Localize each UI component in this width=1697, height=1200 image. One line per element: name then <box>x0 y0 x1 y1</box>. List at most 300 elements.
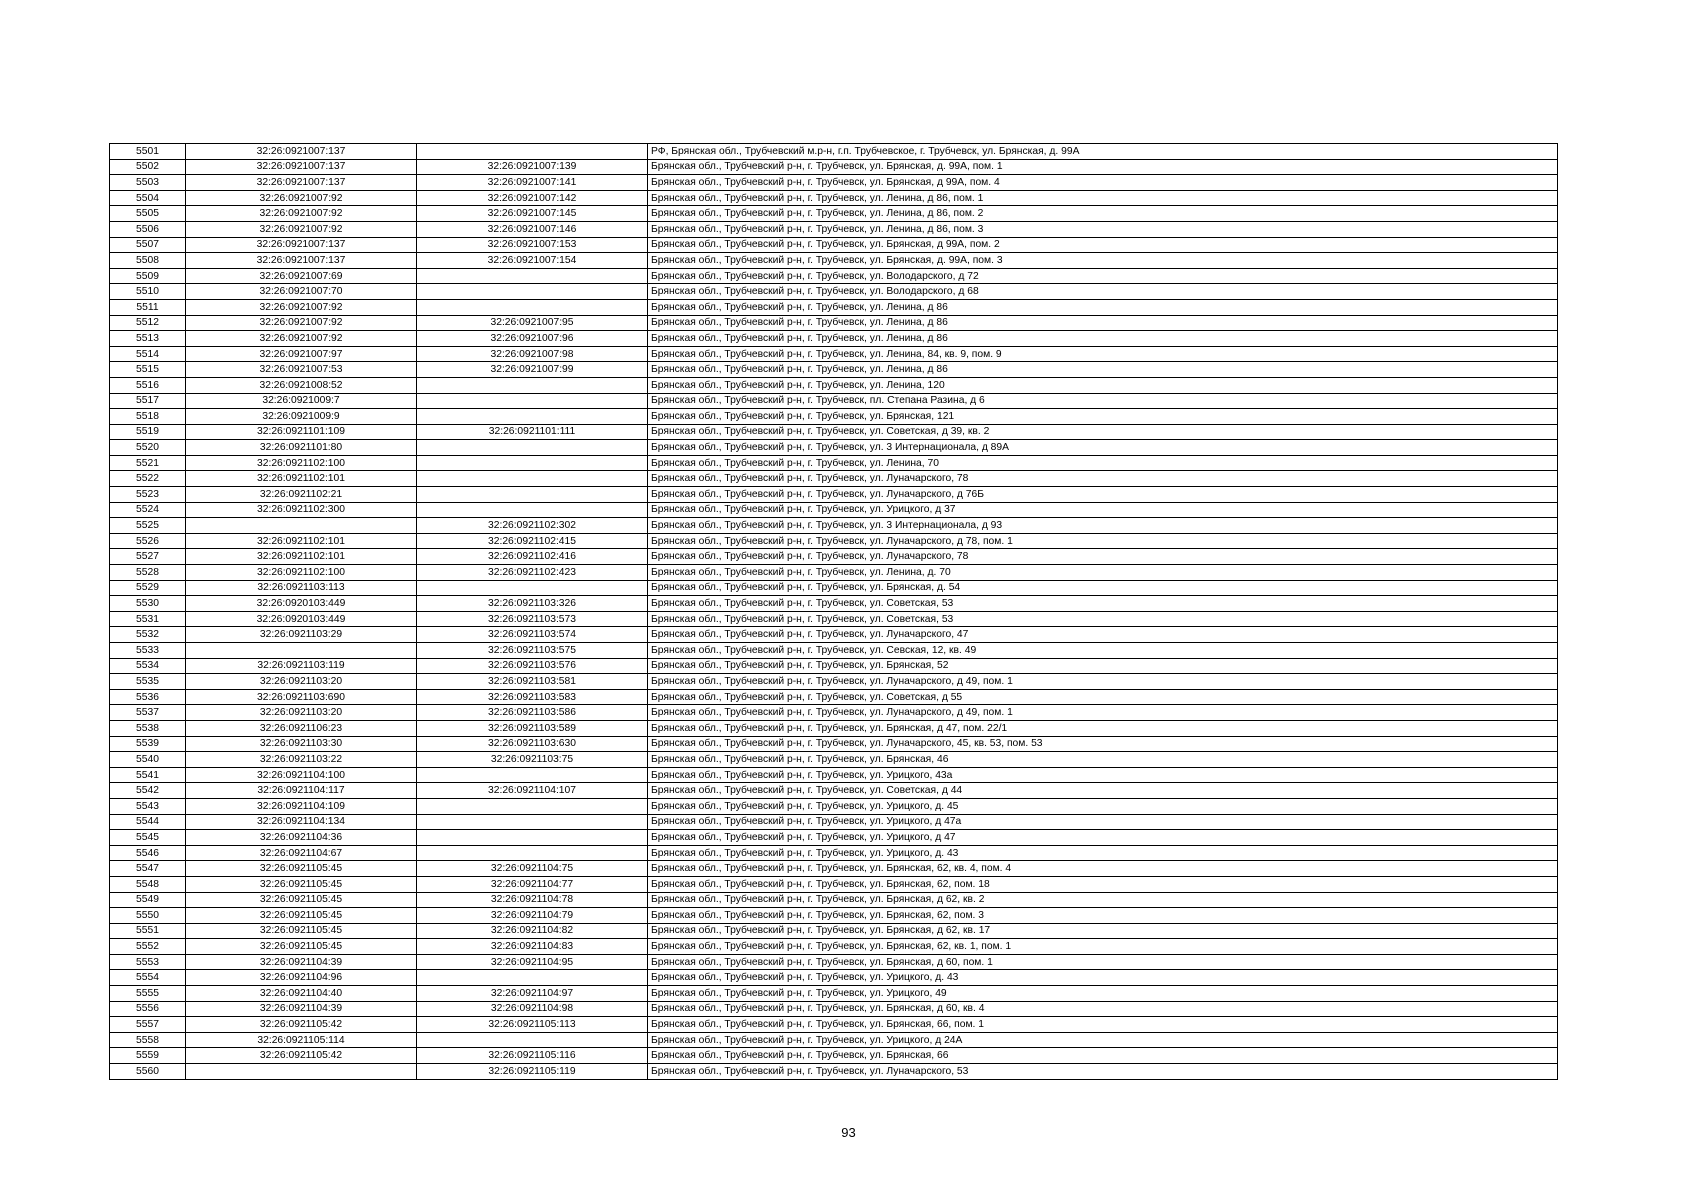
address-cell: Брянская обл., Трубчевский р-н, г. Трубчевск, ул. Ленина, д 86, пом. 3 <box>648 221 1558 237</box>
parent-cadastral-number-cell: 32:26:0921104:39 <box>186 1001 417 1017</box>
address-cell: Брянская обл., Трубчевский р-н, г. Трубчевск, ул. Советская, 53 <box>648 596 1558 612</box>
parent-cadastral-number-cell: 32:26:0921104:36 <box>186 830 417 846</box>
table-row <box>110 518 1558 534</box>
row-number-cell: 5560 <box>110 1064 186 1080</box>
parent-cadastral-number-cell: 32:26:0921101:80 <box>186 440 417 456</box>
parent-cadastral-number-cell: 32:26:0921102:100 <box>186 565 417 581</box>
address-cell: Брянская обл., Трубчевский р-н, г. Трубчевск, ул. Ленина, д 86 <box>648 299 1558 315</box>
table-row <box>110 1048 1558 1064</box>
cadastral-number-cell: 32:26:0921007:154 <box>417 253 648 269</box>
row-number-cell: 5544 <box>110 814 186 830</box>
row-number-cell: 5520 <box>110 440 186 456</box>
parent-cadastral-number-cell: 32:26:0920103:449 <box>186 596 417 612</box>
cadastral-number-cell: 32:26:0921105:113 <box>417 1017 648 1033</box>
address-cell: Брянская обл., Трубчевский р-н, г. Трубчевск, ул. Володарского, д 68 <box>648 284 1558 300</box>
parent-cadastral-number-cell: 32:26:0921101:109 <box>186 424 417 440</box>
address-cell: Брянская обл., Трубчевский р-н, г. Трубчевск, ул. Луначарского, д 49, пом. 1 <box>648 705 1558 721</box>
parent-cadastral-number-cell: 32:26:0921105:45 <box>186 923 417 939</box>
address-cell: Брянская обл., Трубчевский р-н, г. Трубчевск, ул. Ленина, д 86 <box>648 362 1558 378</box>
row-number-cell: 5532 <box>110 627 186 643</box>
table-row <box>110 1064 1558 1080</box>
parent-cadastral-number-cell: 32:26:0921103:119 <box>186 658 417 674</box>
row-number-cell: 5553 <box>110 954 186 970</box>
parent-cadastral-number-cell: 32:26:0921102:300 <box>186 502 417 518</box>
parent-cadastral-number-cell: 32:26:0921103:113 <box>186 580 417 596</box>
parent-cadastral-number-cell: 32:26:0920103:449 <box>186 611 417 627</box>
table-row <box>110 487 1558 503</box>
row-number-cell: 5536 <box>110 689 186 705</box>
table-row <box>110 190 1558 206</box>
cadastral-number-cell: 32:26:0921104:83 <box>417 939 648 955</box>
table-row <box>110 580 1558 596</box>
row-number-cell: 5540 <box>110 752 186 768</box>
address-cell: Брянская обл., Трубчевский р-н, г. Трубчевск, ул. Брянская, д 99А, пом. 4 <box>648 175 1558 191</box>
parent-cadastral-number-cell: 32:26:0921102:101 <box>186 549 417 565</box>
row-number-cell: 5541 <box>110 767 186 783</box>
parent-cadastral-number-cell: 32:26:0921103:29 <box>186 627 417 643</box>
table-row <box>110 892 1558 908</box>
row-number-cell: 5530 <box>110 596 186 612</box>
address-cell: Брянская обл., Трубчевский р-н, г. Трубчевск, ул. Луначарского, д 76Б <box>648 487 1558 503</box>
row-number-cell: 5535 <box>110 674 186 690</box>
row-number-cell: 5503 <box>110 175 186 191</box>
cadastral-number-cell <box>417 970 648 986</box>
address-cell: Брянская обл., Трубчевский р-н, г. Трубчевск, ул. Урицкого, д 47а <box>648 814 1558 830</box>
table-row <box>110 1032 1558 1048</box>
address-cell: Брянская обл., Трубчевский р-н, г. Трубчевск, пл. Степана Разина, д 6 <box>648 393 1558 409</box>
parent-cadastral-number-cell: 32:26:0921105:45 <box>186 908 417 924</box>
table-row <box>110 720 1558 736</box>
parent-cadastral-number-cell: 32:26:0921009:9 <box>186 409 417 425</box>
address-cell: Брянская обл., Трубчевский р-н, г. Трубчевск, ул. Брянская, д 60, кв. 4 <box>648 1001 1558 1017</box>
row-number-cell: 5555 <box>110 986 186 1002</box>
address-cell: Брянская обл., Трубчевский р-н, г. Трубчевск, ул. Ленина, д 86, пом. 1 <box>648 190 1558 206</box>
cadastral-number-cell: 32:26:0921104:97 <box>417 986 648 1002</box>
cadastral-number-cell: 32:26:0921007:153 <box>417 237 648 253</box>
address-cell: Брянская обл., Трубчевский р-н, г. Трубчевск, ул. Ленина, 70 <box>648 455 1558 471</box>
cadastral-number-cell: 32:26:0921104:98 <box>417 1001 648 1017</box>
address-cell: Брянская обл., Трубчевский р-н, г. Трубчевск, ул. Ленина, д 86 <box>648 315 1558 331</box>
row-number-cell: 5506 <box>110 221 186 237</box>
parent-cadastral-number-cell: 32:26:0921105:45 <box>186 876 417 892</box>
address-cell: Брянская обл., Трубчевский р-н, г. Трубчевск, ул. Брянская, 52 <box>648 658 1558 674</box>
row-number-cell: 5537 <box>110 705 186 721</box>
cadastral-number-cell <box>417 767 648 783</box>
cadastral-number-cell: 32:26:0921007:146 <box>417 221 648 237</box>
row-number-cell: 5507 <box>110 237 186 253</box>
table-row <box>110 923 1558 939</box>
row-number-cell: 5511 <box>110 299 186 315</box>
cadastral-number-cell: 32:26:0921103:326 <box>417 596 648 612</box>
address-cell: Брянская обл., Трубчевский р-н, г. Трубчевск, ул. Брянская, 62, пом. 3 <box>648 908 1558 924</box>
table-row <box>110 876 1558 892</box>
parent-cadastral-number-cell: 32:26:0921102:101 <box>186 471 417 487</box>
parent-cadastral-number-cell: 32:26:0921104:39 <box>186 954 417 970</box>
table-row <box>110 253 1558 269</box>
table-row <box>110 908 1558 924</box>
address-cell: Брянская обл., Трубчевский р-н, г. Трубчевск, ул. Брянская, 62, пом. 18 <box>648 876 1558 892</box>
cadastral-number-cell <box>417 284 648 300</box>
table-row <box>110 1001 1558 1017</box>
cadastral-number-cell <box>417 268 648 284</box>
table-row <box>110 814 1558 830</box>
row-number-cell: 5514 <box>110 346 186 362</box>
table-row <box>110 565 1558 581</box>
cadastral-number-cell: 32:26:0921103:574 <box>417 627 648 643</box>
cadastral-number-cell <box>417 502 648 518</box>
cadastral-number-cell <box>417 830 648 846</box>
parent-cadastral-number-cell: 32:26:0921102:101 <box>186 533 417 549</box>
cadastral-number-cell: 32:26:0921105:119 <box>417 1064 648 1080</box>
parent-cadastral-number-cell: 32:26:0921104:134 <box>186 814 417 830</box>
row-number-cell: 5515 <box>110 362 186 378</box>
parent-cadastral-number-cell: 32:26:0921007:92 <box>186 190 417 206</box>
address-cell: Брянская обл., Трубчевский р-н, г. Трубчевск, ул. Ленина, д. 70 <box>648 565 1558 581</box>
parent-cadastral-number-cell: 32:26:0921104:109 <box>186 798 417 814</box>
row-number-cell: 5501 <box>110 144 186 160</box>
row-number-cell: 5529 <box>110 580 186 596</box>
cadastral-number-cell <box>417 580 648 596</box>
table-row <box>110 627 1558 643</box>
address-cell: Брянская обл., Трубчевский р-н, г. Трубчевск, ул. Урицкого, д. 43 <box>648 845 1558 861</box>
table-row <box>110 377 1558 393</box>
cadastral-number-cell <box>417 377 648 393</box>
cadastral-number-cell: 32:26:0921102:415 <box>417 533 648 549</box>
parent-cadastral-number-cell <box>186 643 417 659</box>
parent-cadastral-number-cell: 32:26:0921106:23 <box>186 720 417 736</box>
table-row <box>110 939 1558 955</box>
parent-cadastral-number-cell: 32:26:0921007:137 <box>186 159 417 175</box>
parent-cadastral-number-cell: 32:26:0921102:21 <box>186 487 417 503</box>
table-row <box>110 767 1558 783</box>
cadastral-number-cell <box>417 471 648 487</box>
cadastral-number-cell: 32:26:0921104:79 <box>417 908 648 924</box>
row-number-cell: 5557 <box>110 1017 186 1033</box>
address-cell: Брянская обл., Трубчевский р-н, г. Трубчевск, ул. Советская, д 39, кв. 2 <box>648 424 1558 440</box>
address-cell: Брянская обл., Трубчевский р-н, г. Трубчевск, ул. Ленина, 120 <box>648 377 1558 393</box>
parent-cadastral-number-cell: 32:26:0921007:70 <box>186 284 417 300</box>
table-row <box>110 315 1558 331</box>
row-number-cell: 5558 <box>110 1032 186 1048</box>
table-row <box>110 533 1558 549</box>
table-row <box>110 845 1558 861</box>
table-row <box>110 674 1558 690</box>
row-number-cell: 5547 <box>110 861 186 877</box>
cadastral-number-cell: 32:26:0921007:99 <box>417 362 648 378</box>
row-number-cell: 5508 <box>110 253 186 269</box>
cadastral-number-cell: 32:26:0921007:142 <box>417 190 648 206</box>
cadastral-number-cell: 32:26:0921104:107 <box>417 783 648 799</box>
table-row <box>110 798 1558 814</box>
row-number-cell: 5516 <box>110 377 186 393</box>
parent-cadastral-number-cell: 32:26:0921007:92 <box>186 206 417 222</box>
row-number-cell: 5552 <box>110 939 186 955</box>
row-number-cell: 5550 <box>110 908 186 924</box>
parent-cadastral-number-cell: 32:26:0921007:69 <box>186 268 417 284</box>
row-number-cell: 5521 <box>110 455 186 471</box>
parent-cadastral-number-cell <box>186 518 417 534</box>
cadastral-number-cell: 32:26:0921007:96 <box>417 331 648 347</box>
row-number-cell: 5548 <box>110 876 186 892</box>
parent-cadastral-number-cell: 32:26:0921008:52 <box>186 377 417 393</box>
table-row <box>110 502 1558 518</box>
address-cell: Брянская обл., Трубчевский р-н, г. Трубчевск, ул. Луначарского, 78 <box>648 549 1558 565</box>
cadastral-number-cell <box>417 393 648 409</box>
row-number-cell: 5525 <box>110 518 186 534</box>
table-row <box>110 455 1558 471</box>
parent-cadastral-number-cell: 32:26:0921104:96 <box>186 970 417 986</box>
row-number-cell: 5513 <box>110 331 186 347</box>
address-cell: Брянская обл., Трубчевский р-н, г. Трубчевск, ул. 3 Интернационала, д 89А <box>648 440 1558 456</box>
parent-cadastral-number-cell: 32:26:0921103:30 <box>186 736 417 752</box>
cadastral-number-cell: 32:26:0921103:573 <box>417 611 648 627</box>
row-number-cell: 5517 <box>110 393 186 409</box>
table-row <box>110 159 1558 175</box>
cadastral-number-cell <box>417 798 648 814</box>
table-row <box>110 986 1558 1002</box>
row-number-cell: 5522 <box>110 471 186 487</box>
row-number-cell: 5539 <box>110 736 186 752</box>
cadastral-number-cell <box>417 1032 648 1048</box>
row-number-cell: 5504 <box>110 190 186 206</box>
cadastral-number-cell: 32:26:0921102:416 <box>417 549 648 565</box>
table-row <box>110 299 1558 315</box>
row-number-cell: 5543 <box>110 798 186 814</box>
cadastral-number-cell: 32:26:0921103:581 <box>417 674 648 690</box>
parent-cadastral-number-cell: 32:26:0921102:100 <box>186 455 417 471</box>
row-number-cell: 5533 <box>110 643 186 659</box>
address-cell: Брянская обл., Трубчевский р-н, г. Трубчевск, ул. Брянская, д 62, кв. 17 <box>648 923 1558 939</box>
cadastral-number-cell: 32:26:0921103:630 <box>417 736 648 752</box>
address-cell: Брянская обл., Трубчевский р-н, г. Трубчевск, ул. Советская, д 44 <box>648 783 1558 799</box>
table-row <box>110 611 1558 627</box>
row-number-cell: 5528 <box>110 565 186 581</box>
row-number-cell: 5512 <box>110 315 186 331</box>
table-row <box>110 1017 1558 1033</box>
table-row <box>110 362 1558 378</box>
table-row <box>110 596 1558 612</box>
cadastral-number-cell <box>417 845 648 861</box>
address-cell: Брянская обл., Трубчевский р-н, г. Трубчевск, ул. Луначарского, 47 <box>648 627 1558 643</box>
table-row <box>110 206 1558 222</box>
table-row <box>110 393 1558 409</box>
cadastral-number-cell: 32:26:0921104:78 <box>417 892 648 908</box>
cadastral-number-cell: 32:26:0921102:423 <box>417 565 648 581</box>
table-row <box>110 705 1558 721</box>
table-row <box>110 830 1558 846</box>
row-number-cell: 5551 <box>110 923 186 939</box>
table-row <box>110 549 1558 565</box>
parent-cadastral-number-cell: 32:26:0921105:45 <box>186 939 417 955</box>
parent-cadastral-number-cell: 32:26:0921103:22 <box>186 752 417 768</box>
address-cell: Брянская обл., Трубчевский р-н, г. Трубчевск, ул. Урицкого, 49 <box>648 986 1558 1002</box>
table-row <box>110 440 1558 456</box>
address-cell: Брянская обл., Трубчевский р-н, г. Трубчевск, ул. Советская, 53 <box>648 611 1558 627</box>
table-row <box>110 424 1558 440</box>
table-row <box>110 284 1558 300</box>
parent-cadastral-number-cell <box>186 1064 417 1080</box>
row-number-cell: 5546 <box>110 845 186 861</box>
parent-cadastral-number-cell: 32:26:0921105:42 <box>186 1048 417 1064</box>
table-row <box>110 409 1558 425</box>
row-number-cell: 5518 <box>110 409 186 425</box>
address-cell: Брянская обл., Трубчевский р-н, г. Трубчевск, ул. Брянская, 62, кв. 1, пом. 1 <box>648 939 1558 955</box>
cadastral-number-cell <box>417 487 648 503</box>
cadastral-number-cell: 32:26:0921103:583 <box>417 689 648 705</box>
address-cell: Брянская обл., Трубчевский р-н, г. Трубчевск, ул. Брянская, 46 <box>648 752 1558 768</box>
table-row <box>110 970 1558 986</box>
address-cell: Брянская обл., Трубчевский р-н, г. Трубчевск, ул. Луначарского, 45, кв. 53, пом. 53 <box>648 736 1558 752</box>
table-body <box>110 144 1558 1080</box>
table-row <box>110 268 1558 284</box>
parent-cadastral-number-cell: 32:26:0921007:92 <box>186 315 417 331</box>
address-cell: Брянская обл., Трубчевский р-н, г. Трубчевск, ул. Брянская, д 99А, пом. 2 <box>648 237 1558 253</box>
row-number-cell: 5559 <box>110 1048 186 1064</box>
table-row <box>110 689 1558 705</box>
parent-cadastral-number-cell: 32:26:0921103:690 <box>186 689 417 705</box>
row-number-cell: 5526 <box>110 533 186 549</box>
address-cell: Брянская обл., Трубчевский р-н, г. Трубчевск, ул. Луначарского, 78 <box>648 471 1558 487</box>
address-cell: Брянская обл., Трубчевский р-н, г. Трубчевск, ул. Урицкого, д. 45 <box>648 798 1558 814</box>
parent-cadastral-number-cell: 32:26:0921105:114 <box>186 1032 417 1048</box>
cadastral-number-cell <box>417 144 648 160</box>
address-cell: Брянская обл., Трубчевский р-н, г. Трубчевск, ул. Брянская, 66 <box>648 1048 1558 1064</box>
table-row <box>110 954 1558 970</box>
table-row <box>110 346 1558 362</box>
row-number-cell: 5527 <box>110 549 186 565</box>
address-cell: Брянская обл., Трубчевский р-н, г. Трубчевск, ул. Советская, д 55 <box>648 689 1558 705</box>
parent-cadastral-number-cell: 32:26:0921105:45 <box>186 861 417 877</box>
parent-cadastral-number-cell: 32:26:0921007:53 <box>186 362 417 378</box>
address-cell: Брянская обл., Трубчевский р-н, г. Трубчевск, ул. Луначарского, 53 <box>648 1064 1558 1080</box>
address-cell: Брянская обл., Трубчевский р-н, г. Трубчевск, ул. Брянская, д. 54 <box>648 580 1558 596</box>
parent-cadastral-number-cell: 32:26:0921007:137 <box>186 253 417 269</box>
row-number-cell: 5524 <box>110 502 186 518</box>
row-number-cell: 5531 <box>110 611 186 627</box>
parent-cadastral-number-cell: 32:26:0921007:92 <box>186 221 417 237</box>
address-cell: Брянская обл., Трубчевский р-н, г. Трубчевск, ул. Брянская, 121 <box>648 409 1558 425</box>
cadastral-number-cell: 32:26:0921103:586 <box>417 705 648 721</box>
table-row <box>110 658 1558 674</box>
address-cell: Брянская обл., Трубчевский р-н, г. Трубчевск, ул. Ленина, 84, кв. 9, пом. 9 <box>648 346 1558 362</box>
parent-cadastral-number-cell: 32:26:0921007:137 <box>186 237 417 253</box>
table-row <box>110 643 1558 659</box>
parent-cadastral-number-cell: 32:26:0921009:7 <box>186 393 417 409</box>
table-row <box>110 221 1558 237</box>
cadastral-number-cell <box>417 455 648 471</box>
row-number-cell: 5510 <box>110 284 186 300</box>
row-number-cell: 5554 <box>110 970 186 986</box>
row-number-cell: 5556 <box>110 1001 186 1017</box>
row-number-cell: 5502 <box>110 159 186 175</box>
address-cell: Брянская обл., Трубчевский р-н, г. Трубчевск, ул. Урицкого, 43а <box>648 767 1558 783</box>
row-number-cell: 5505 <box>110 206 186 222</box>
cadastral-number-cell: 32:26:0921104:75 <box>417 861 648 877</box>
address-cell: Брянская обл., Трубчевский р-н, г. Трубчевск, ул. Ленина, д 86 <box>648 331 1558 347</box>
address-cell: Брянская обл., Трубчевский р-н, г. Трубчевск, ул. Ленина, д 86, пом. 2 <box>648 206 1558 222</box>
cadastral-number-cell: 32:26:0921104:77 <box>417 876 648 892</box>
row-number-cell: 5549 <box>110 892 186 908</box>
parent-cadastral-number-cell: 32:26:0921105:42 <box>186 1017 417 1033</box>
cadastral-number-cell: 32:26:0921101:111 <box>417 424 648 440</box>
parent-cadastral-number-cell: 32:26:0921007:137 <box>186 144 417 160</box>
cadastral-number-cell: 32:26:0921104:82 <box>417 923 648 939</box>
cadastral-number-cell: 32:26:0921007:95 <box>417 315 648 331</box>
cadastral-number-cell: 32:26:0921103:75 <box>417 752 648 768</box>
address-cell: Брянская обл., Трубчевский р-н, г. Трубчевск, ул. Брянская, 66, пом. 1 <box>648 1017 1558 1033</box>
parent-cadastral-number-cell: 32:26:0921103:20 <box>186 674 417 690</box>
row-number-cell: 5542 <box>110 783 186 799</box>
parent-cadastral-number-cell: 32:26:0921104:117 <box>186 783 417 799</box>
parent-cadastral-number-cell: 32:26:0921105:45 <box>186 892 417 908</box>
parent-cadastral-number-cell: 32:26:0921103:20 <box>186 705 417 721</box>
address-cell: Брянская обл., Трубчевский р-н, г. Трубчевск, ул. 3 Интернационала, д 93 <box>648 518 1558 534</box>
table-row <box>110 237 1558 253</box>
table-row <box>110 861 1558 877</box>
row-number-cell: 5519 <box>110 424 186 440</box>
cadastral-number-cell: 32:26:0921007:141 <box>417 175 648 191</box>
address-cell: Брянская обл., Трубчевский р-н, г. Трубчевск, ул. Брянская, д. 99А, пом. 1 <box>648 159 1558 175</box>
address-cell: Брянская обл., Трубчевский р-н, г. Трубчевск, ул. Брянская, д 47, пом. 22/1 <box>648 720 1558 736</box>
address-cell: РФ, Брянская обл., Трубчевский м.р-н, г.п. Трубчевское, г. Трубчевск, ул. Брянская, д. 99А <box>648 144 1558 160</box>
table-row <box>110 175 1558 191</box>
address-cell: Брянская обл., Трубчевский р-н, г. Трубчевск, ул. Брянская, д. 99А, пом. 3 <box>648 253 1558 269</box>
table-row <box>110 783 1558 799</box>
parent-cadastral-number-cell: 32:26:0921104:67 <box>186 845 417 861</box>
parent-cadastral-number-cell: 32:26:0921007:92 <box>186 299 417 315</box>
address-cell: Брянская обл., Трубчевский р-н, г. Трубчевск, ул. Брянская, д 60, пом. 1 <box>648 954 1558 970</box>
address-cell: Брянская обл., Трубчевский р-н, г. Трубчевск, ул. Урицкого, д 37 <box>648 502 1558 518</box>
table-row <box>110 471 1558 487</box>
table-row <box>110 144 1558 160</box>
cadastral-number-cell <box>417 299 648 315</box>
table-row <box>110 752 1558 768</box>
cadastral-number-cell: 32:26:0921103:576 <box>417 658 648 674</box>
row-number-cell: 5534 <box>110 658 186 674</box>
address-cell: Брянская обл., Трубчевский р-н, г. Трубчевск, ул. Севская, 12, кв. 49 <box>648 643 1558 659</box>
address-cell: Брянская обл., Трубчевский р-н, г. Трубчевск, ул. Брянская, д 62, кв. 2 <box>648 892 1558 908</box>
address-cell: Брянская обл., Трубчевский р-н, г. Трубчевск, ул. Луначарского, д 49, пом. 1 <box>648 674 1558 690</box>
row-number-cell: 5545 <box>110 830 186 846</box>
cadastral-number-cell: 32:26:0921103:575 <box>417 643 648 659</box>
cadastral-number-cell <box>417 440 648 456</box>
parent-cadastral-number-cell: 32:26:0921104:40 <box>186 986 417 1002</box>
parent-cadastral-number-cell: 32:26:0921007:92 <box>186 331 417 347</box>
row-number-cell: 5523 <box>110 487 186 503</box>
address-cell: Брянская обл., Трубчевский р-н, г. Трубчевск, ул. Брянская, 62, кв. 4, пом. 4 <box>648 861 1558 877</box>
cadastral-number-cell: 32:26:0921007:139 <box>417 159 648 175</box>
address-cell: Брянская обл., Трубчевский р-н, г. Трубчевск, ул. Володарского, д 72 <box>648 268 1558 284</box>
parent-cadastral-number-cell: 32:26:0921007:97 <box>186 346 417 362</box>
cadastral-number-cell: 32:26:0921104:95 <box>417 954 648 970</box>
table-row <box>110 331 1558 347</box>
parent-cadastral-number-cell: 32:26:0921104:100 <box>186 767 417 783</box>
cadastral-number-cell: 32:26:0921105:116 <box>417 1048 648 1064</box>
address-cell: Брянская обл., Трубчевский р-н, г. Трубчевск, ул. Урицкого, д 24А <box>648 1032 1558 1048</box>
address-cell: Брянская обл., Трубчевский р-н, г. Трубчевск, ул. Урицкого, д 47 <box>648 830 1558 846</box>
cadastral-number-cell: 32:26:0921103:589 <box>417 720 648 736</box>
cadastral-number-cell <box>417 814 648 830</box>
row-number-cell: 5509 <box>110 268 186 284</box>
address-cell: Брянская обл., Трубчевский р-н, г. Трубчевск, ул. Луначарского, д 78, пом. 1 <box>648 533 1558 549</box>
cadastral-number-cell <box>417 409 648 425</box>
row-number-cell: 5538 <box>110 720 186 736</box>
address-cell: Брянская обл., Трубчевский р-н, г. Трубчевск, ул. Урицкого, д. 43 <box>648 970 1558 986</box>
table-row <box>110 736 1558 752</box>
cadastral-number-cell: 32:26:0921102:302 <box>417 518 648 534</box>
cadastral-number-cell: 32:26:0921007:145 <box>417 206 648 222</box>
parent-cadastral-number-cell: 32:26:0921007:137 <box>186 175 417 191</box>
